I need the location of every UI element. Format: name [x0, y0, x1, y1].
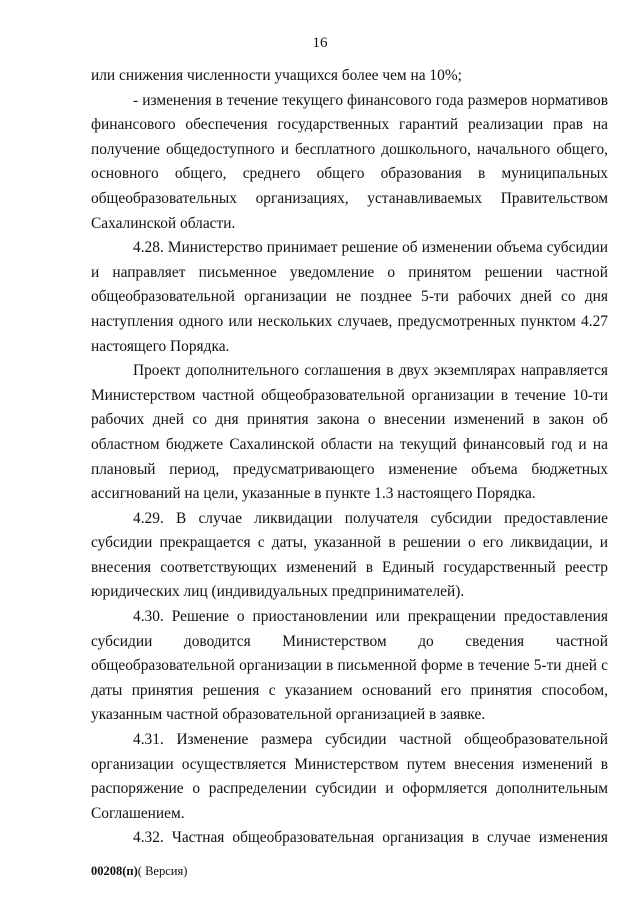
page-number: 16 [312, 35, 328, 51]
paragraph-4-31: 4.31. Изменение размера субсидии частной общеобразовательной организации осуществляется Министерством путем внесения изменений в распоряжение о распределении субсидии и оформляется дополнительным Соглашением. [91, 731, 608, 822]
document-version: ( Версия) [137, 864, 188, 878]
document-code: 00208(п) [91, 864, 138, 878]
paragraph-additional-agreement: Проект дополнительного соглашения в двух экземплярах направляется Министерством частной общеобразовательной организации в течение 10-ти рабочих дней со дня принятия закона о внесении изменений в закон об областном бюджете Сахалинской области на текущий финансовый год и на плановый период, предусматривающего изменение объема бюджетных ассигнований на цели, указанные в пункте 1.3 настоящего Порядка. [91, 362, 608, 503]
paragraph-list-item: - изменения в течение текущего финансового года размеров нормативов финансового обеспечения государственных гарантий реализации прав на получение общедоступного и бесплатного дошкольного, начального общего, основного общего, среднего общего образования в муниципальных общеобразовательных организациях, устанавливаемых Правительством Сахалинской области. [91, 91, 608, 232]
paragraph-4-29: 4.29. В случае ликвидации получателя субсидии предоставление субсидии прекращается с даты, указанной в решении о его ликвидации, и внесения соответствующих изменений в Единый государственный реестр юридических лиц (индивидуальных предпринимателей). [91, 509, 608, 601]
paragraph-4-28: 4.28. Министерство принимает решение об изменении объема субсидии и направляет письменное уведомление о принятом решении частной общеобразовательной организации не позднее 5-ти рабочих дней со дня наступления одного или нескольких случаев, предусмотренных пунктом 4.27 настоящего Порядка. [91, 239, 608, 355]
document-footer [91, 863, 187, 879]
paragraph-continuation: или снижения численности учащихся более чем на 10%; [91, 67, 462, 84]
paragraph-4-30: 4.30. Решение о приостановлении или прекращении предоставления субсидии доводится Министерством до сведения частной общеобразовательной организации в письменной форме в течение 5-ти дней с даты принятия решения с указанием оснований его принятия способом, указанным частной образовательной организацией в заявке. [91, 608, 608, 724]
paragraph-4-32: 4.32. Частная общеобразовательная организация в случае изменения [133, 829, 608, 847]
document-body [91, 64, 608, 851]
